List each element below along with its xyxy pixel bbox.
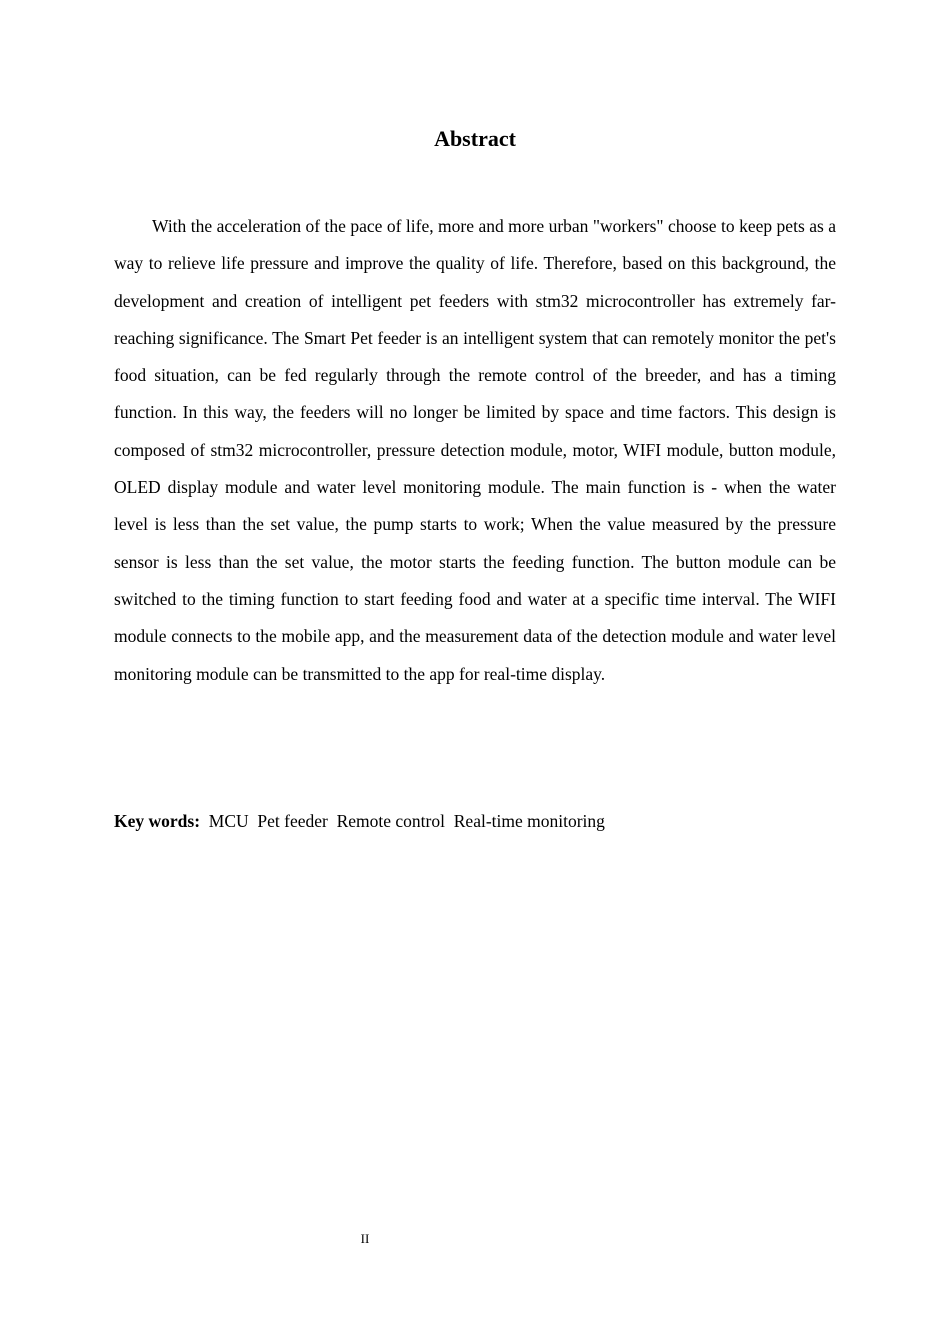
keyword-item: Pet feeder (257, 811, 328, 831)
keyword-item: Remote control (336, 811, 445, 831)
keyword-item: Real-time monitoring (453, 811, 605, 831)
keyword-item: MCU (208, 811, 249, 831)
page-number: II (360, 1231, 370, 1246)
abstract-paragraph: With the acceleration of the pace of life, more and more urban "workers" choose to keep pets as a way to relieve life pressure and improve the quality of life. Therefore, based on this background, the development and creation of intelligent pet feeders with stm32 microcontroller has extremely far-reaching significance. The Smart Pet feeder is an intelligent system that can remotely monitor the pet's food situation, can be fed regularly through the remote control of the breeder, and has a timing function. In this way, the feeders will no longer be limited by space and time factors. This design is composed of stm32 microcontroller, pressure detection module, motor, WIFI module, button module, OLED display module and water level monitoring module. The main function is - when the water level is less than the set value, the pump starts to work; When the value measured by the pressure sensor is less than the set value, the motor starts the feeding function. The button module can be switched to the timing function to start feeding food and water at a specific time interval. The WIFI module connects to the mobile app, and the measurement data of the detection module and water level monitoring module can be transmitted to the app for real-time display. (114, 216, 836, 684)
page-title: Abstract (434, 126, 516, 151)
keywords-line (114, 806, 836, 836)
keywords-label: Key words: (114, 811, 201, 831)
